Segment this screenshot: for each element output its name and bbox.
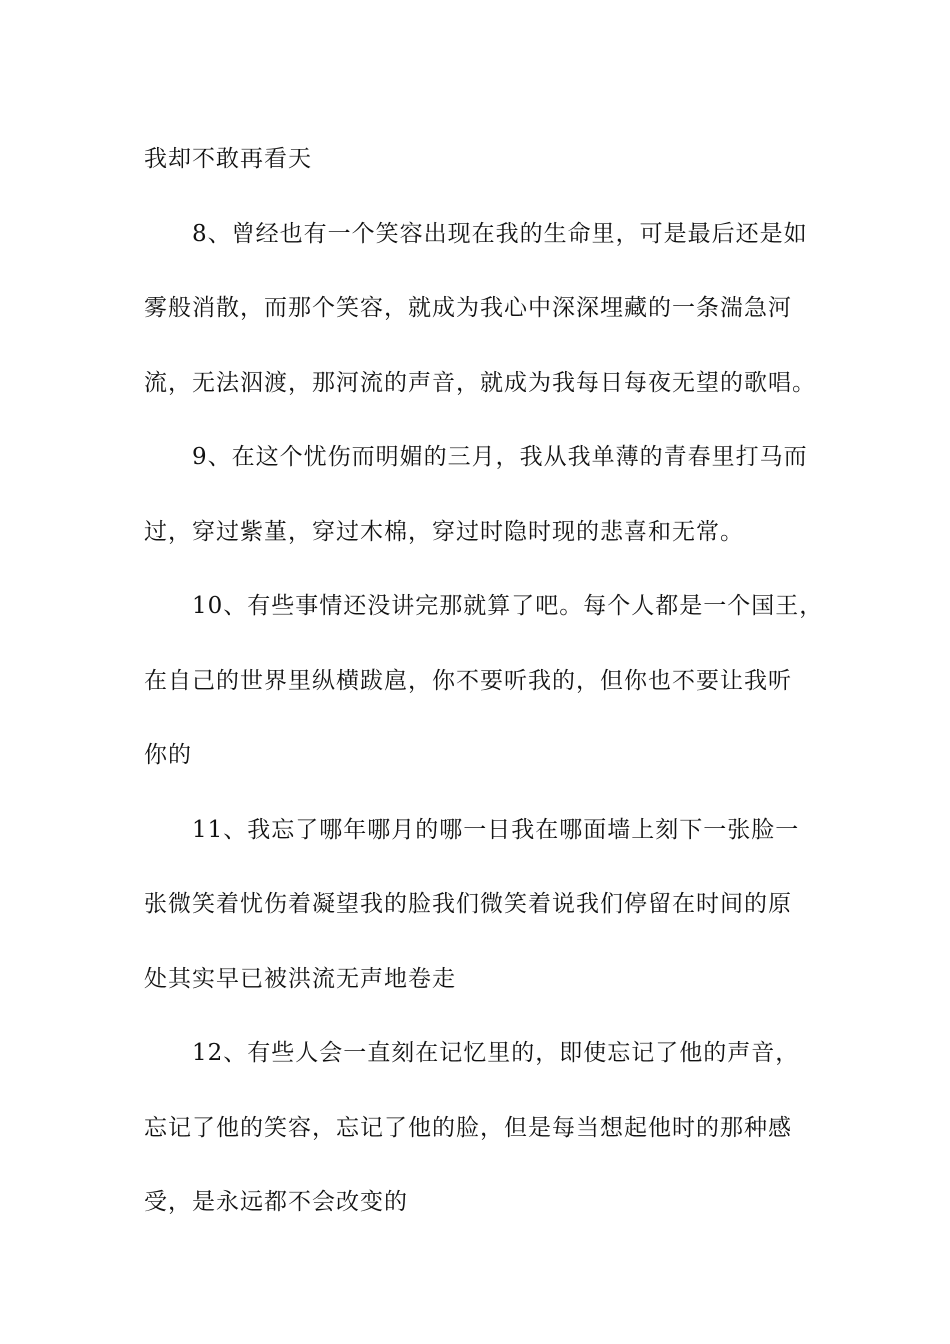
text-line: 过，穿过紫堇，穿过木棉，穿过时隐时现的悲喜和无常。 — [144, 518, 744, 545]
text-line: 忘记了他的笑容，忘记了他的脸，但是每当想起他时的那种感 — [144, 1114, 792, 1141]
text-line: 我却不敢再看天 — [144, 146, 312, 172]
text-line: 11、我忘了哪年哪月的哪一日我在哪面墙上刻下一张脸一 — [192, 816, 800, 843]
text-line: 张微笑着忧伤着凝望我的脸我们微笑着说我们停留在时间的原 — [144, 891, 792, 917]
paragraph-12 — [144, 1016, 824, 1240]
paragraph-continuation — [144, 122, 824, 197]
text-line: 处其实早已被洪流无声地卷走 — [144, 965, 456, 992]
text-line: 受，是永远都不会改变的 — [144, 1189, 408, 1215]
text-line: 流，无法泅渡，那河流的声音，就成为我每日每夜无望的歌唱。 — [144, 369, 816, 396]
text-line: 雾般消散，而那个笑容，就成为我心中深深埋藏的一条湍急河 — [144, 295, 792, 321]
paragraph-8 — [144, 197, 824, 421]
text-line: 9、在这个忧伤而明媚的三月，我从我单薄的青春里打马而 — [192, 444, 808, 470]
text-line: 你的 — [144, 742, 192, 768]
text-line: 12、有些人会一直刻在记忆里的，即使忘记了他的声音， — [192, 1040, 800, 1066]
paragraph-10 — [144, 569, 824, 793]
document-body — [144, 122, 824, 1240]
paragraph-9 — [144, 420, 824, 569]
text-line: 在自己的世界里纵横跋扈，你不要听我的，但你也不要让我听 — [144, 667, 792, 694]
paragraph-11 — [144, 793, 824, 1017]
text-line: 8、曾经也有一个笑容出现在我的生命里，可是最后还是如 — [192, 220, 808, 247]
text-line: 10、有些事情还没讲完那就算了吧。每个人都是一个国王， — [192, 593, 824, 619]
